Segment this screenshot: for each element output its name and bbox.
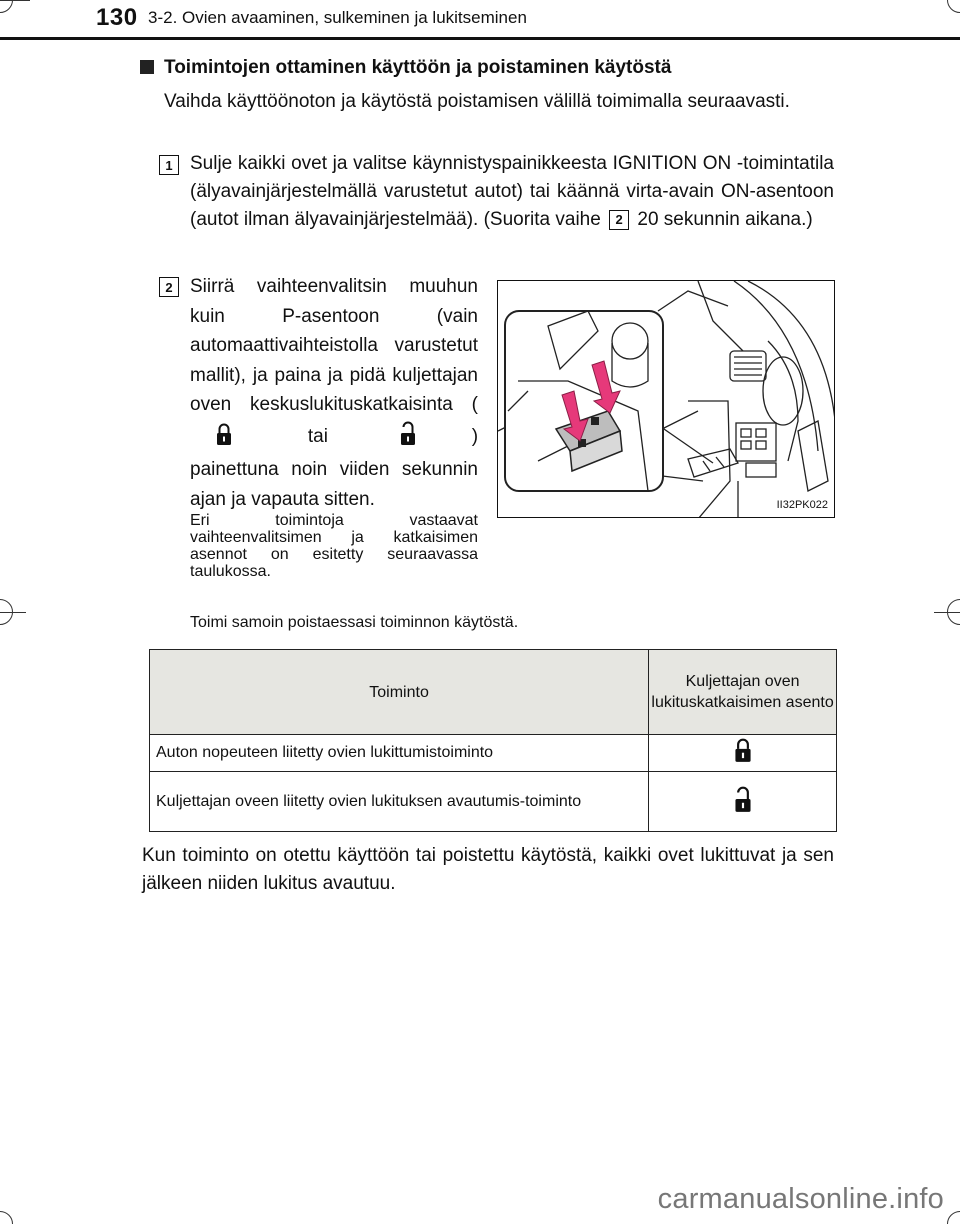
crop-mark-line xyxy=(0,612,26,613)
step-2-text-a: Siirrä vaihteenvalitsin muuhun kuin P-asentoon (vain automaattivaihteistolla varustetut mallit), ja paina ja pidä kuljettajan oven keskuslukituskatkaisinta ( xyxy=(190,276,478,415)
crop-mark-icon xyxy=(0,0,13,13)
crop-mark-icon xyxy=(947,0,960,13)
lock-open-icon xyxy=(734,800,752,817)
lock-open-icon xyxy=(400,420,416,456)
section-heading xyxy=(140,57,671,79)
step-1-badge: 1 xyxy=(159,155,179,175)
page-number: 130 xyxy=(96,4,138,31)
step-2-badge: 2 xyxy=(159,277,179,297)
table-cell-function: Auton nopeuteen liitetty ovien lukittumistoiminto xyxy=(150,735,649,772)
crop-mark-icon xyxy=(947,1211,960,1224)
door-lock-switch-figure xyxy=(497,280,835,518)
section-intro: Vaihda käyttöönoton ja käytöstä poistamisen välillä toimimalla seuraavasti. xyxy=(164,91,790,112)
crop-mark-line xyxy=(934,612,960,613)
table-row xyxy=(150,772,837,832)
table-cell-function: Kuljettajan oveen liitetty ovien lukituksen avautumis-toiminto xyxy=(150,772,649,832)
table-header-function: Toiminto xyxy=(150,650,649,735)
step-2-text-or: tai xyxy=(307,425,328,447)
step-2-note: Eri toimintoja vastaavat vaihteenvalitsimen ja katkaisimen asennot on esitetty seuraavassa taulukossa. xyxy=(190,512,478,580)
chapter-title: 3-2. Ovien avaaminen, sulkeminen ja lukitseminen xyxy=(148,8,527,27)
dashboard-illustration xyxy=(498,281,835,518)
lock-closed-icon xyxy=(734,750,752,767)
figure-code: II32PK022 xyxy=(776,499,828,511)
square-bullet-icon xyxy=(140,60,154,74)
header-rule xyxy=(0,37,960,40)
crop-mark-line xyxy=(0,0,30,1)
table-row xyxy=(150,735,837,772)
step-1-text xyxy=(190,150,834,234)
step-2-text-b: ) painettuna noin viiden sekunnin ajan ja vapauta sitten. xyxy=(190,425,479,510)
table-header-switch-position: Kuljettajan oven lukituskatkaisimen asento xyxy=(649,650,837,735)
step-1-text-b: 20 sekunnin aikana.) xyxy=(637,209,813,230)
watermark: carmanualsonline.info xyxy=(657,1183,944,1215)
table-cell-icon xyxy=(649,772,837,832)
section-heading-text: Toimintojen ottaminen käyttöön ja poistaminen käytöstä xyxy=(164,57,672,78)
table-header-row xyxy=(150,650,837,735)
step-2-ref-badge: 2 xyxy=(609,210,629,230)
step-2-text xyxy=(190,272,478,514)
function-table xyxy=(149,649,837,832)
crop-mark-icon xyxy=(0,1211,13,1224)
closing-paragraph: Kun toiminto on otettu käyttöön tai poistettu käytöstä, kaikki ovet lukittuvat ja sen jälkeen niiden lukitus avautuu. xyxy=(142,845,834,894)
step-2-note-2: Toimi samoin poistaessasi toiminnon käytöstä. xyxy=(190,614,519,631)
step-1-text-a: Sulje kaikki ovet ja valitse käynnistyspainikkeesta IGNITION ON -toimintatila (älyavainjärjestelmällä varustetut autot) tai käännä virta-avain ON-asentoon (autot ilman älyavainjärjestelmää). (Suorita vaihe xyxy=(190,153,834,230)
lock-closed-icon xyxy=(216,422,232,456)
table-cell-icon xyxy=(649,735,837,772)
